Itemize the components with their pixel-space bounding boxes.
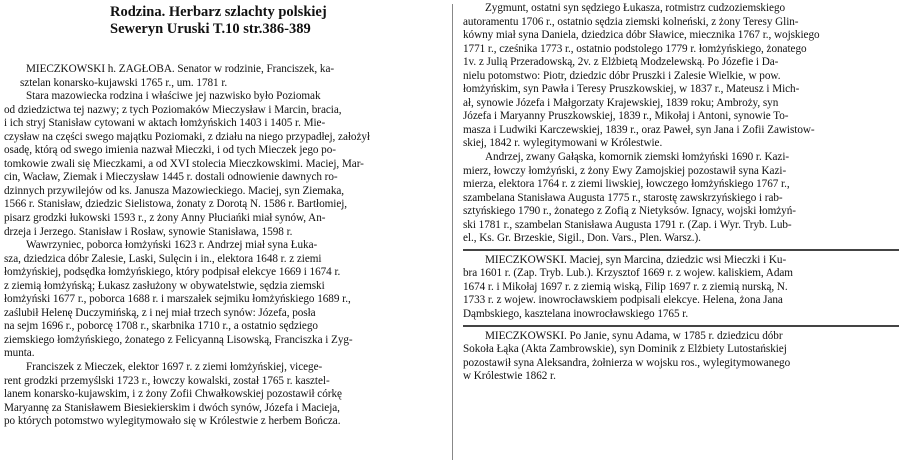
- entry-separator: [463, 325, 899, 327]
- text-line: nielu potomstwo: Piotr, dziedzic dóbr Pruszki i Zalesie Wielkie, w pow.: [463, 69, 781, 82]
- header-title-line-1: Rodzina. Herbarz szlachty polskiej: [110, 4, 327, 20]
- text-line: mierza, elektora 1764 r. z ziemi liwskiej, łowczego łomżyńskiego 1767 r.,: [463, 178, 790, 191]
- text-line: el., Ks. Gr. Brzeskie, Sigil., Don. Vars., Plen. Warsz.).: [463, 232, 701, 245]
- text-line: autoramentu 1706 r., ostatnio sędzia ziemski kolneński, z żony Teresy Glin-: [463, 15, 799, 28]
- text-line: łomżyńskim, syn Pawła i Teresy Pruszkowskiej, w 1837 r., Mateusz i Mich-: [463, 83, 800, 96]
- text-line: lanem konarsko-kujawskim, i z żony Zofii Chwałkowskiej pozostawił córkę: [4, 388, 342, 401]
- text-line: Stara mazowiecka rodzina i właściwe jej nazwisko było Poziomak: [26, 90, 321, 103]
- text-line: ał, synowie Józefa i Małgorzaty Krajewskiej, 1839 roku; Ambroży, syn: [463, 96, 779, 109]
- left-column: [4, 63, 444, 429]
- text-line: od dziedzictwa tej nazwy; z tych Poziomaków Mieczysław i Marcin, bracia,: [4, 103, 342, 116]
- text-line: łomżyńskiej, podsędka łomżyńskiego, który podpisał elekcye 1669 i 1674 r.: [4, 266, 341, 279]
- text-line: MIECZKOWSKI. Po Janie, synu Adama, w 1785 r. dziedzicu dóbr: [485, 329, 783, 342]
- right-column: [463, 2, 899, 384]
- text-line: osadę, którą od swego imienia nazwał Mieczki, i od tych Mieczek jego po-: [4, 144, 336, 157]
- text-line: masza i Ludwiki Karczewskiej, 1839 r., oraz Paweł, syn Jana i Zofii Zawistow-: [463, 123, 815, 136]
- text-line: Zygmunt, ostatni syn sędziego Łukasza, rotmistrz cudzoziemskiego: [485, 2, 786, 14]
- text-line: pisarz grodzki łukowski 1593 r., z żony Anny Płuciańki miał synów, An-: [4, 212, 326, 225]
- text-line: Andrzej, zwany Gałąska, komornik ziemski łomżyński 1690 r. Kazi-: [485, 151, 790, 164]
- text-line: Maryannę za Stanisławem Biesiekierskim i dwóch synów, Józefa i Macieja,: [4, 401, 340, 414]
- text-line: 1771 r., cześnika 1773 r., ostatnio podstolego 1779 r. łomżyńskiego, żonatego: [463, 42, 807, 55]
- text-line: Dąmbskiego, kasztelana inowrocławskiego 1765 r.: [463, 308, 689, 321]
- entry-separator: [463, 249, 899, 251]
- text-line: munta.: [4, 347, 35, 360]
- text-line: sztelan konarsko-kujawski 1765 r., um. 1781 r.: [20, 76, 228, 89]
- text-line: sza, dziedzica dóbr Zalesie, Laski, Sulęcin i in., elektora 1648 r. z ziemi: [4, 252, 322, 265]
- text-line: dzinnych przywilejów od ks. Janusza Mazowieckiego. Maciej, syn Ziemaka,: [4, 184, 345, 197]
- text-line: rent grodzki przemyślski 1723 r., łowczy kowalski, został 1765 r. kasztel-: [4, 374, 330, 387]
- text-line: skiej, 1842 r. wylegitymowani w Królestwie.: [463, 137, 663, 150]
- text-line: sztyńskiego 1790 r., żonatego z Zofią z Nietyksów. Ignacy, wojski łomżyń-: [463, 205, 796, 218]
- text-line: pozostawił syna Aleksandra, żołnierza w wojsku ros., wylegitymowanego: [463, 356, 791, 369]
- text-line: i ich stryj Stanisław cytowani w aktach łomżyńskich 1403 i 1405 r. Mie-: [4, 117, 326, 130]
- text-line: 1733 r. z wojew. inowrocławskiem podpisali elekcye. Helena, żona Jana: [463, 294, 783, 307]
- text-line: w Królestwie 1862 r.: [463, 370, 556, 383]
- text-line: łomżyński 1677 r., poborca 1688 r. i marszałek sejmiku łomżyńskiego 1689 r.,: [4, 293, 351, 306]
- text-line: na sejm 1696 r., poborcę 1708 r., skarbnika 1710 r., a ostatnio sędziego: [4, 320, 318, 333]
- text-line: 1v. z Julią Przeradowską, 2v. z Elżbietą Modzelewską. Po Józefie i Da-: [463, 56, 779, 69]
- text-line: MIECZKOWSKI h. ZAGŁOBA. Senator w rodzinie, Franciszek, ka-: [26, 63, 335, 75]
- text-line: z ziemią łomżyńską; Łukasz zasłużony w obywatelstwie, sędzia ziemski: [4, 279, 325, 292]
- text-line: Wawrzyniec, poborca łomżyński 1623 r. Andrzej miał syna Łuka-: [26, 239, 318, 252]
- text-line: ziemskiego łomżyńskiego, żonatego z Felicyanną Lisowską, Franciszka i Zyg-: [4, 333, 353, 346]
- column-divider: [452, 4, 453, 460]
- text-line: Sokoła Łąka (Akta Zambrowskie), syn Dominik z Elżbiety Lutostańskiej: [463, 343, 787, 356]
- text-line: tomkowie zwali się Mieczkami, a od XVI stolecia Mieczkowskimi. Maciej, Mar-: [4, 157, 364, 170]
- text-line: zaślubił Helenę Duczymińską, z i nej miał trzech synów: Józefa, posła: [4, 306, 316, 319]
- header-title-line-2: Seweryn Uruski T.10 str.386-389: [110, 21, 311, 37]
- text-line: mierz, łowczy łomżyński, z żony Ewy Zamojskiej pozostawił syna Kazi-: [463, 164, 787, 177]
- text-line: drzeja i Jerzego. Stanisław i Rosław, synowie Stanisława, 1598 r.: [4, 225, 293, 238]
- text-line: 1566 r. Stanisław, dziedzic Sielistowa, żonaty z Dorotą N. 1586 r. Bartłomiej,: [4, 198, 348, 211]
- text-line: po których potomstwo wylegitymowało się w Królestwie z herbem Bończa.: [4, 415, 341, 428]
- text-line: kówny miał syna Daniela, dziedzica dóbr Sławice, miecznika 1767 r., wojskiego: [463, 29, 820, 42]
- text-line: ski 1781 r., szambelan Stanisława Augusta 1791 r. (Zap. i Wyr. Tryb. Lub-: [463, 218, 792, 231]
- document-header: [110, 4, 370, 38]
- text-line: cin, Wacław, Ziemak i Mieczysław 1445 r. dostali odnowienie dawnych ro-: [4, 171, 338, 184]
- text-line: szambelana Stanisława Augusta 1775 r., starostę zawskrzyńskiego i rab-: [463, 191, 783, 204]
- text-line: Józefa i Maryanny Pruszkowskiej, 1839 r., Mikołaj i Antoni, synowie To-: [463, 110, 789, 123]
- text-line: MIECZKOWSKI. Maciej, syn Marcina, dziedzic wsi Mieczki i Ku-: [485, 253, 787, 266]
- text-line: czysław na części swego majątku Poziomaki, z działu na niego przypadłej, założył: [4, 130, 370, 143]
- text-line: bra 1601 r. (Zap. Tryb. Lub.). Krzysztof 1669 r. z wojew. kaliskiem, Adam: [463, 267, 793, 280]
- text-line: Franciszek z Mieczek, elektor 1697 r. z ziemi łomżyńskiej, vicege-: [26, 361, 323, 374]
- text-line: 1674 r. i Mikołaj 1697 r. z ziemią wiską, Filip 1697 r. z ziemią nurską, N.: [463, 280, 788, 293]
